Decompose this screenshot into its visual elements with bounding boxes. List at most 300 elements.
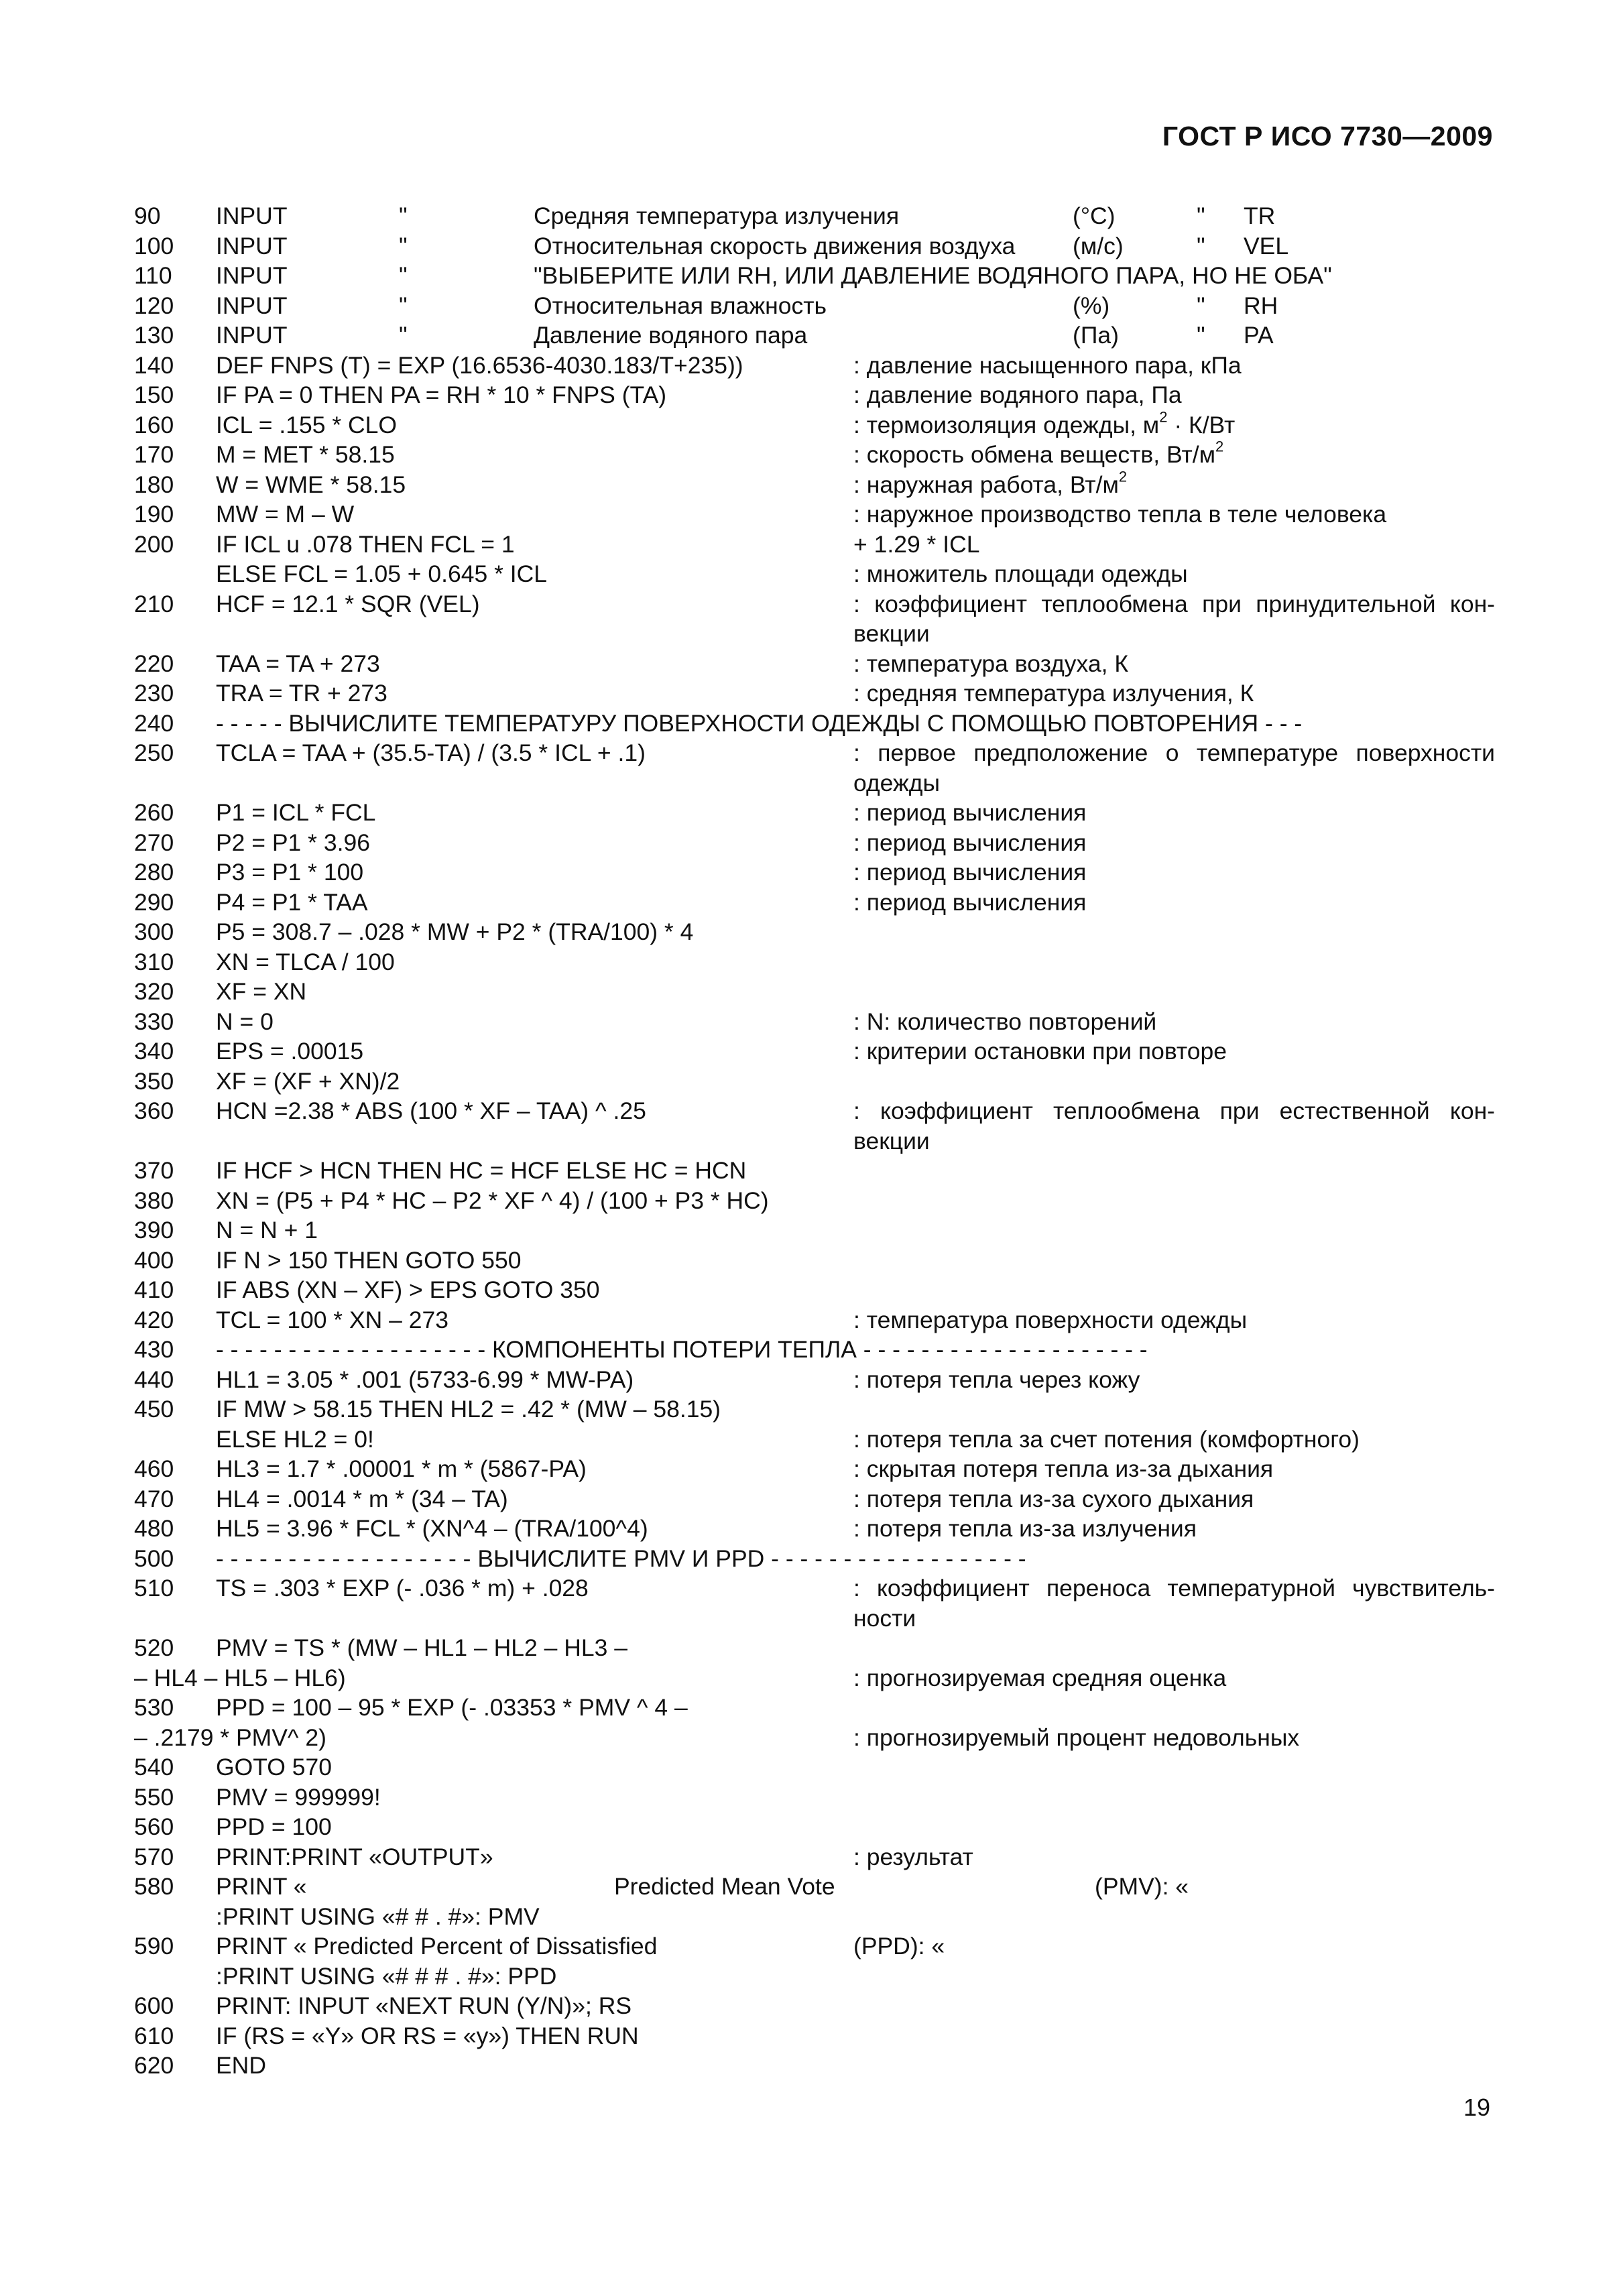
print-text [614,1872,835,1902]
line-number-value: 240 [134,709,174,737]
comment [853,1036,1227,1067]
code-line [134,1723,1495,1753]
variable [1244,231,1288,261]
code-text [216,1246,521,1276]
line-number-value: 320 [134,978,174,1005]
line-number [134,1783,174,1813]
unit [1073,201,1115,231]
keyword [216,291,288,321]
code-line [134,470,1495,500]
line-number-value: 330 [134,1008,174,1035]
quote-mark-value: " [399,262,408,289]
code-line [134,738,1495,768]
code-line [134,1931,1495,1961]
line-number [134,470,174,500]
comment [853,1126,930,1156]
code-text [216,1186,769,1216]
line-number-value: 600 [134,1992,174,2019]
quote-mark [1197,291,1205,321]
code-text-value: P2 = P1 * 3.96 [216,829,370,856]
code-line [134,1604,1495,1634]
code-line [134,1752,1495,1783]
comment-value: : потеря тепла через кожу [853,1366,1140,1393]
line-number [134,1335,174,1365]
code-text [216,1573,589,1604]
comment-value: : результат [853,1843,973,1870]
comment-value: : потеря тепла из-за сухого дыхания [853,1485,1254,1512]
code-text [216,709,1302,739]
comment [853,828,1086,858]
code-text-value: :PRINT USING «# # # . #»: PPD [216,1962,557,1990]
keyword [216,261,288,291]
keyword [216,201,288,231]
code-text-value: IF ABS (XN – XF) > EPS GOTO 350 [216,1276,600,1303]
code-text-value: HCF = 12.1 * SQR (VEL) [216,590,480,617]
code-text-value: PPD = 100 [216,1813,332,1840]
code-text [216,440,395,470]
line-number [134,1991,174,2021]
comment [853,1007,1156,1037]
quote-mark [1197,320,1205,351]
print-text-value: (PPD): « [853,1933,945,1959]
code-text-value: PPD = 100 – 95 * EXP (- .03353 * PMV ^ 4 – [216,1694,688,1721]
line-number [134,1812,174,1842]
line-number-value: 110 [134,262,172,289]
variable-value: PA [1244,322,1274,349]
unit [1073,320,1119,351]
prompt-text-value: Относительная влажность [534,292,827,319]
quote-mark-value: " [1197,322,1205,349]
code-text [216,1335,1148,1365]
line-number [134,410,174,440]
code-text-value: :PRINT USING «# # . #»: PMV [216,1902,540,1930]
code-text-value: HL3 = 1.7 * .00001 * m * (5867-PA) [216,1455,587,1482]
prompt-text-value: Относительная скорость движения воздуха [534,232,1016,259]
code-line [134,1872,1495,1902]
line-number-value: 470 [134,1485,174,1512]
comment [853,888,1086,918]
unit [1073,231,1124,261]
quote-mark [1197,201,1205,231]
code-line [134,1484,1495,1514]
comment-value: + 1.29 * ICL [853,530,980,558]
code-text-value: XN = (P5 + P4 * HC – P2 * XF ^ 4) / (100 + P3 * HC) [216,1187,769,1214]
code-line [134,499,1495,530]
code-line [134,1812,1495,1842]
code-line [134,291,1495,321]
print-text [1095,1872,1189,1902]
line-number-value: 380 [134,1187,174,1214]
code-text [216,559,547,589]
line-number-value: 180 [134,471,174,498]
variable [1244,201,1275,231]
line-number-value: 150 [134,381,174,408]
page-number: 19 [1463,2094,1490,2121]
comment [853,1096,1495,1126]
line-number-value: 440 [134,1366,174,1393]
code-line [134,888,1495,918]
line-number [134,1514,174,1544]
line-number-value: 220 [134,650,174,677]
comment-value: : давление водяного пара, Па [853,381,1182,408]
comment [853,1514,1197,1544]
code-continuation [134,1723,326,1753]
comment [853,530,979,560]
line-number-value: 410 [134,1276,174,1303]
code-text-value: PRINT:PRINT «OUTPUT» [216,1843,493,1870]
code-text [216,977,306,1007]
line-number [134,977,174,1007]
comment [853,1454,1273,1484]
comment [853,678,1254,709]
code-line [134,1305,1495,1335]
quote-mark-value: " [399,202,408,229]
line-number-value: 300 [134,918,174,945]
comment [853,589,1495,619]
line-number [134,201,161,231]
variable-value: RH [1244,292,1278,319]
line-number-value: 530 [134,1694,174,1721]
variable [1244,320,1274,351]
line-number-value: 480 [134,1515,174,1542]
code-line [134,320,1495,351]
line-number-value: 290 [134,888,174,916]
line-number-value: 580 [134,1873,174,1900]
comment [853,619,930,649]
code-line [134,1454,1495,1484]
code-line [134,1633,1495,1663]
line-number-value: 210 [134,590,174,617]
comment [853,1425,1360,1455]
code-text [216,917,693,947]
code-text [216,947,395,977]
comment-value: : период вычисления [853,888,1087,916]
line-number-value: 100 [134,232,174,259]
comment [853,1723,1299,1753]
code-text-value: EPS = .00015 [216,1038,364,1065]
code-text [216,351,743,381]
keyword-value: INPUT [216,292,288,319]
line-number-value: 120 [134,292,174,319]
comment-value: : термоизоляция одежды, м [853,411,1160,438]
code-line [134,589,1495,619]
comment [853,470,1127,500]
code-text-value: P3 = P1 * 100 [216,859,364,886]
comment [853,351,1242,381]
comment-value: : период вычисления [853,799,1087,826]
quote-mark [399,291,408,321]
code-line [134,380,1495,410]
unit [1073,291,1109,321]
line-number-value: 200 [134,530,174,558]
code-text-value: HCN =2.38 * ABS (100 * XF – TAA) ^ .25 [216,1097,646,1124]
line-number [134,589,174,619]
code-text [216,2051,266,2081]
comment [853,1305,1247,1335]
comment-value: : потеря тепла за счет потения (комфортного) [853,1425,1360,1453]
code-text-value: ICL = .155 * CLO [216,411,398,438]
prompt-text-value: Давление водяного пара [534,322,808,349]
comment [853,738,1495,768]
line-number-value: 400 [134,1246,174,1274]
quote-mark [1197,231,1205,261]
comment-value: : период вычисления [853,829,1087,856]
code-text [216,1394,721,1425]
line-number-value: 590 [134,1933,174,1959]
code-text-value: GOTO 570 [216,1754,332,1780]
code-text [216,1961,556,1992]
code-continuation [134,1663,346,1693]
code-text-value: TCL = 100 * XN – 273 [216,1306,448,1333]
line-number-value: 620 [134,2052,174,2079]
quote-mark-value: " [1197,232,1205,259]
line-number-value: 140 [134,351,174,379]
keyword-value: INPUT [216,262,288,289]
line-number-value: 500 [134,1545,174,1572]
code-text-value: TCLA = TAA + (35.5-TA) / (3.5 * ICL + .1) [216,739,646,766]
comment-value: : давление насыщенного пара, кПа [853,351,1242,379]
code-line [134,917,1495,947]
code-text [216,589,480,619]
line-number-value: 270 [134,829,174,856]
code-line [134,1902,1495,1932]
comment [853,798,1086,828]
comment [853,559,1188,589]
code-line [134,619,1495,649]
line-number-value: 460 [134,1455,174,1482]
code-line [134,1842,1495,1872]
code-text-value: N = N + 1 [216,1217,318,1244]
comment-value: векции [853,1127,930,1154]
line-number [134,499,174,530]
line-number-value: 570 [134,1843,174,1870]
comment-value: : температура воздуха, К [853,650,1129,677]
line-number [134,2051,174,2081]
code-text [216,1931,657,1961]
code-line [134,857,1495,888]
comment-value: : первое предположение о температуре поверхности [853,739,1495,766]
code-text [216,1305,448,1335]
code-text [216,678,387,709]
comment [853,857,1086,888]
line-number [134,380,174,410]
code-text-value: P4 = P1 * TAA [216,888,368,916]
line-number-value: 260 [134,799,174,826]
line-number [134,1036,174,1067]
line-number [134,1365,174,1395]
code-text [216,857,363,888]
quote-mark-value: " [399,292,408,319]
comment [853,410,1235,440]
line-number-value: 160 [134,411,174,438]
code-text-value: XF = (XF + XN)/2 [216,1067,400,1095]
prompt-text-value: "ВЫБЕРИТЕ ИЛИ RH, ИЛИ ДАВЛЕНИЕ ВОДЯНОГО ПАРА, НО НЕ ОБА" [534,262,1332,289]
quote-mark-value: " [399,322,408,349]
prompt-text [534,261,1332,291]
line-number [134,1156,174,1186]
comment [853,1663,1226,1693]
unit-value: (Па) [1073,322,1119,349]
code-text [216,1812,332,1842]
line-number-value: 450 [134,1396,174,1423]
code-text [216,738,646,768]
code-line [134,1275,1495,1305]
comment [853,1573,1495,1604]
code-continuation-value: – HL4 – HL5 – HL6) [134,1664,346,1691]
comment [853,768,940,798]
code-text [216,1633,627,1663]
print-text-value: (PMV): « [1095,1873,1189,1900]
code-text-value: - - - - - - - - - - - - - - - - - - ВЫЧИСЛИТЕ PMV И PPD - - - - - - - - - - - - - - - - - - [216,1545,1026,1572]
code-text [216,1693,688,1723]
code-text [216,798,375,828]
comment [853,380,1182,410]
code-line [134,1156,1495,1186]
code-text [216,380,666,410]
line-number [134,1067,174,1097]
comment-value: : коэффициент теплообмена при принудительной кон- [853,590,1495,617]
comment-value: : скорость обмена веществ, Вт/м [853,441,1216,468]
code-line [134,1663,1495,1693]
comment [853,1604,916,1634]
line-number-value: 350 [134,1067,174,1095]
code-text [216,1783,381,1813]
line-number [134,888,174,918]
code-line [134,678,1495,709]
comment-value: : N: количество повторений [853,1008,1157,1035]
code-text [216,1096,646,1126]
line-number-value: 250 [134,739,174,766]
code-line [134,440,1495,470]
line-number [134,947,174,977]
code-line [134,231,1495,261]
line-number [134,1186,174,1216]
code-text [216,499,354,530]
prompt-text [534,291,827,321]
code-text-value: P5 = 308.7 – .028 * MW + P2 * (TRA/100) * 4 [216,918,694,945]
code-text [216,470,406,500]
line-number-value: 390 [134,1217,174,1244]
code-text [216,530,515,560]
keyword [216,231,288,261]
code-line [134,649,1495,679]
code-line [134,530,1495,560]
code-text-value: ELSE FCL = 1.05 + 0.645 * ICL [216,560,548,587]
code-line [134,1961,1495,1992]
comment [853,1365,1140,1395]
code-text-value: MW = M – W [216,501,355,528]
variable-value: TR [1244,202,1276,229]
comment [853,499,1386,530]
code-line [134,1573,1495,1604]
line-number-value: 550 [134,1783,174,1811]
code-text [216,410,397,440]
code-line [134,2021,1495,2051]
code-text-value: M = MET * 58.15 [216,441,395,468]
code-line [134,1007,1495,1037]
code-line [134,1514,1495,1544]
line-number [134,440,174,470]
code-line [134,768,1495,798]
line-number-value: 540 [134,1754,174,1780]
code-text-value: HL5 = 3.96 * FCL * (XN^4 – (TRA/100^4) [216,1515,648,1542]
code-text [216,1156,746,1186]
comment [853,440,1223,470]
code-line [134,559,1495,589]
line-number [134,1305,174,1335]
comment-value: ности [853,1604,916,1632]
code-text-value: HL1 = 3.05 * .001 (5733-6.99 * MW-PA) [216,1366,634,1393]
code-line [134,261,1495,291]
code-line [134,1096,1495,1126]
prompt-text-value: Средняя температура излучения [534,202,900,229]
code-text [216,1215,318,1246]
document-header: ГОСТ Р ИСО 7730—2009 [1162,121,1493,152]
quote-mark-value: " [1197,202,1205,229]
line-number [134,1544,174,1574]
unit-value: (%) [1073,292,1110,319]
line-number [134,1454,174,1484]
unit-value: (°C) [1073,202,1116,229]
line-number [134,857,174,888]
line-number-value: 310 [134,948,174,975]
line-number-value: 360 [134,1097,174,1124]
line-number [134,649,174,679]
code-text-value: W = WME * 58.15 [216,471,406,498]
line-number-value: 520 [134,1634,174,1661]
prompt-text [534,201,899,231]
code-text [216,1544,1026,1574]
code-text-value: PMV = TS * (MW – HL1 – HL2 – HL3 – [216,1634,627,1661]
code-line [134,1544,1495,1574]
quote-mark-value: " [399,232,408,259]
code-line [134,798,1495,828]
code-text [216,1872,306,1902]
code-text [216,1484,508,1514]
quote-mark [399,201,408,231]
line-number [134,1931,174,1961]
keyword [216,320,288,351]
code-text-value: XN = TLCA / 100 [216,948,395,975]
code-line [134,709,1495,739]
line-number [134,1842,174,1872]
line-number-value: 170 [134,441,174,468]
code-text-value: IF MW > 58.15 THEN HL2 = .42 * (MW – 58.15) [216,1396,721,1423]
line-number [134,828,174,858]
code-text [216,1067,400,1097]
line-number-value: 420 [134,1306,174,1333]
line-number [134,1007,174,1037]
comment-value: : наружное производство тепла в теле человека [853,501,1387,528]
line-number-value: 510 [134,1575,174,1602]
line-number [134,261,172,291]
comment-value: : период вычисления [853,859,1087,886]
quote-mark [399,261,408,291]
code-line [134,1365,1495,1395]
line-number-value: 130 [134,322,174,349]
code-text [216,1007,274,1037]
line-number [134,320,174,351]
code-text-value: - - - - - ВЫЧИСЛИТЕ ТЕМПЕРАТУРУ ПОВЕРХНОСТИ ОДЕЖДЫ С ПОМОЩЬЮ ПОВТОРЕНИЯ - - - [216,709,1303,737]
line-number [134,738,174,768]
code-line [134,410,1495,440]
code-text [216,828,370,858]
comment-value: : потеря тепла из-за излучения [853,1515,1197,1542]
line-number-value: 190 [134,501,174,528]
keyword-value: INPUT [216,232,288,259]
comment-value: : коэффициент переноса температурной чувствитель- [853,1575,1495,1602]
code-text-value: HL4 = .0014 * m * (34 – TA) [216,1485,508,1512]
